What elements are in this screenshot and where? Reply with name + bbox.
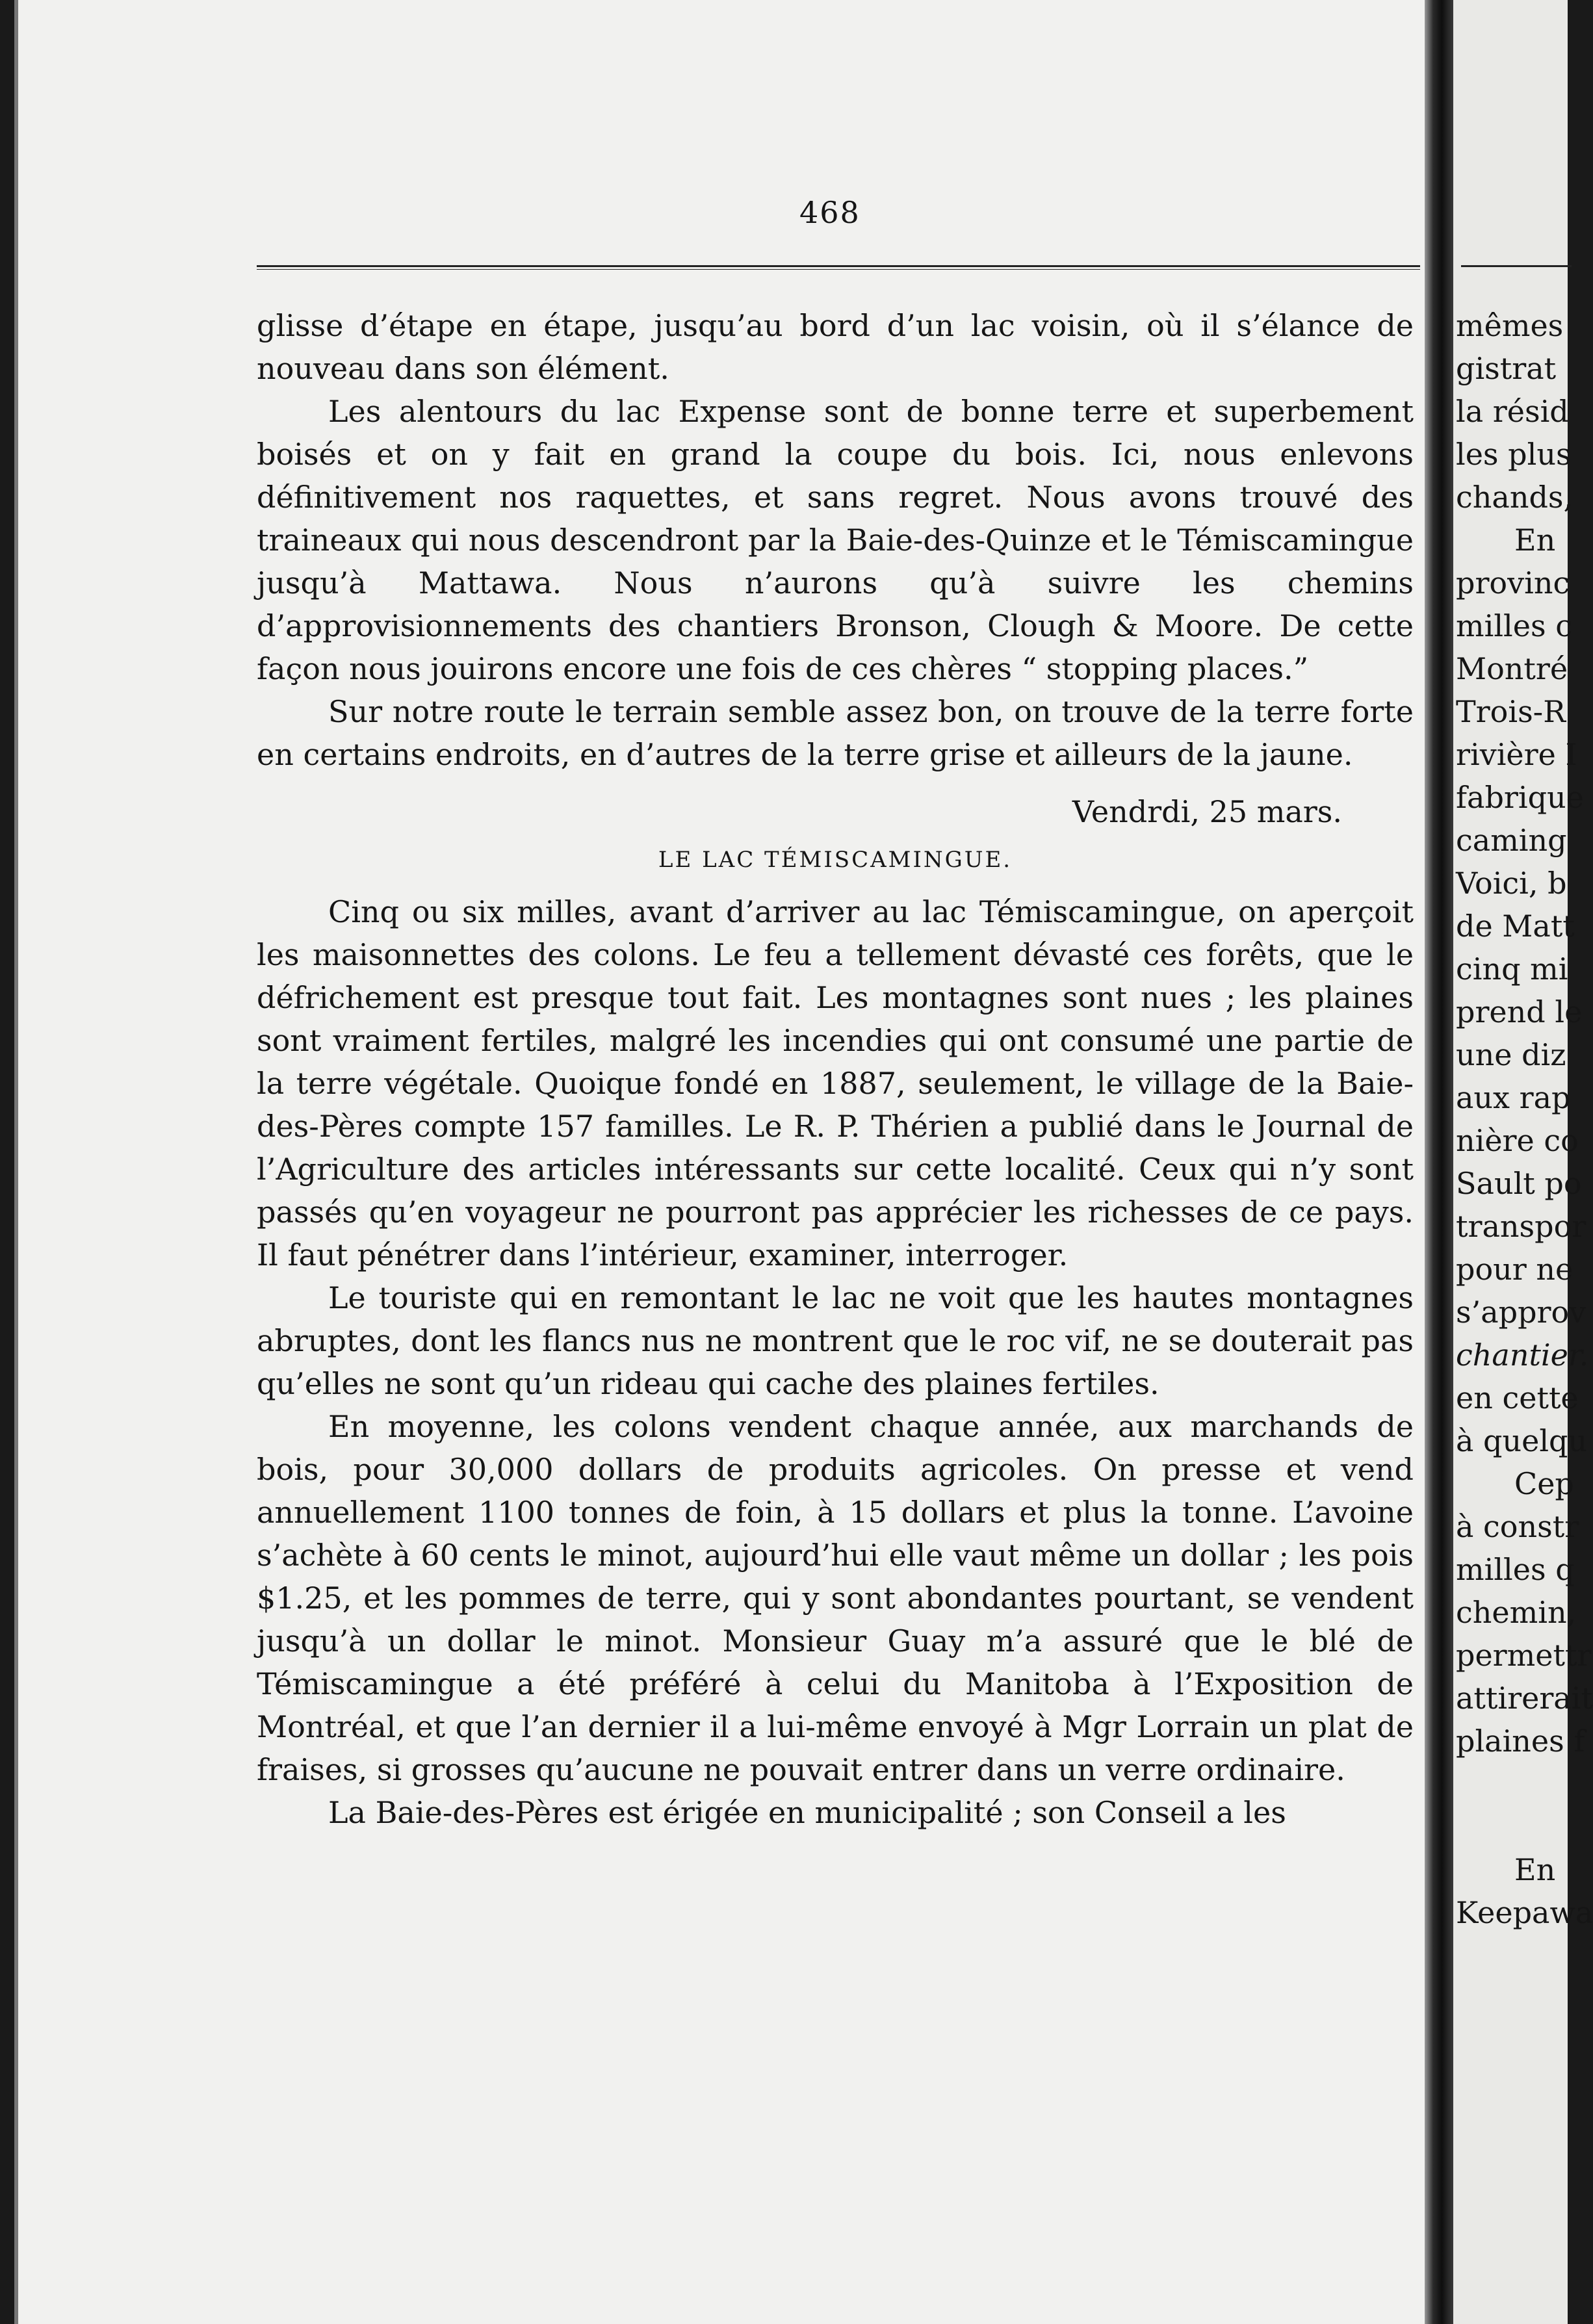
paragraph: Sur notre route le terrain semble assez bon, on trouve de la terre forte en certains endroits, en d’autres de la terre grise et ailleurs de la jaune. <box>257 694 1414 772</box>
paragraph: Le touriste qui en remontant le lac ne voit que les hautes montagnes abruptes, dont les flancs nus ne montrent que le roc vif, ne se douterait pas qu’elles ne sont qu’un rideau qui cache des plaines fertiles. <box>257 1280 1414 1401</box>
dateline: Vendrdi, 25 mars. <box>1072 794 1342 829</box>
paragraph: Cinq ou six milles, avant d’arriver au lac Témiscamingue, on aperçoit les maisonnettes des colons. Le feu a tellement dévasté ces forêts, que le défrichement est presque tout fait. Les montagnes sont nues ; les plaines sont vraiment fertiles, malgré les incendies qui ont consumé une partie de la terre végétale. Quoique fondé en 1887, seulement, le village de la Baie-des-Pères compte 157 familles. Le R. P. Thérien a publié dans le Journal de l’Agriculture des articles intéressants sur cette localité. Ceux qui n’y sont passés qu’en voyageur ne pourront pas apprécier les richesses de ce pays. Il faut pénétrer dans l’intérieur, examiner, interroger. <box>257 894 1414 1272</box>
section-heading: LE LAC TÉMISCAMINGUE. <box>658 847 1013 873</box>
right-fragment: à quelqu <box>1456 1423 1588 1458</box>
header-rule-right <box>1461 265 1572 267</box>
right-fragment: Sault po <box>1456 1166 1582 1201</box>
right-fragment: à constr <box>1456 1509 1579 1544</box>
right-fragment: de Matt <box>1456 909 1575 944</box>
right-fragment: la résid <box>1456 394 1569 429</box>
right-fragment: provinc <box>1456 565 1570 600</box>
right-fragment: milles q <box>1456 1552 1575 1587</box>
right-fragment: En <box>1514 523 1556 558</box>
right-fragment: caming <box>1456 823 1567 858</box>
paragraph: La Baie-des-Pères est érigée en municipalité ; son Conseil a les <box>328 1795 1286 1830</box>
right-fragment: gistrat <box>1456 351 1557 386</box>
right-fragment: milles c <box>1456 608 1572 643</box>
right-fragment: chantier. <box>1456 1337 1589 1373</box>
right-fragment: Voici, b <box>1456 866 1567 901</box>
right-fragment: aux rap <box>1456 1080 1571 1115</box>
right-fragment: Montré <box>1456 651 1568 686</box>
right-fragment: en cette <box>1456 1380 1579 1415</box>
book-gutter <box>1425 0 1453 2324</box>
right-fragment: nière co <box>1456 1123 1579 1158</box>
right-fragment: En <box>1514 1852 1556 1887</box>
paragraph: glisse d’étape en étape, jusqu’au bord d’un lac voisin, où il s’élance de nouveau dans son élément. <box>257 308 1414 386</box>
right-fragment: plaines f <box>1456 1724 1585 1759</box>
right-gap <box>1456 1762 1586 1848</box>
right-fragment: permettr <box>1456 1638 1592 1673</box>
paragraph: En moyenne, les colons vendent chaque année, aux marchands de bois, pour 30,000 dollars de produits agricoles. On presse et vend annuellement 1100 tonnes de foin, à 15 dollars et plus la tonne. L’avoine s’achète à 60 cents le minot, aujourd’hui elle vaut même un dollar ; les pois $1.25, et les pommes de terre, qui y sont abondantes pourtant, se vendent jusqu’à un dollar le minot. Monsieur Guay m’a assuré que le blé de Témiscamingue a été préféré à celui du Manitoba à l’Exposition de Montréal, et que l’an dernier il a lui-même envoyé à Mgr Lorrain un plat de fraises, si grosses qu’aucune ne pouvait entrer dans un verre ordinaire. <box>257 1409 1414 1787</box>
right-fragment: Trois-R <box>1456 694 1566 729</box>
right-fragment: cinq mi <box>1456 951 1568 987</box>
right-fragment: attirerait <box>1456 1681 1593 1716</box>
right-page-text <box>1456 304 1593 1934</box>
page-number: 468 <box>799 195 861 230</box>
right-fragment: mêmes <box>1456 308 1564 343</box>
right-fragment: chands, <box>1456 480 1574 515</box>
right-fragment: chemin, <box>1456 1595 1577 1630</box>
right-fragment: pour ne <box>1456 1252 1574 1287</box>
right-fragment: une diz <box>1456 1037 1566 1072</box>
paragraph: Les alentours du lac Expense sont de bonne terre et superbement boisés et on y fait en grand la coupe du bois. Ici, nous enlevons définitivement nos raquettes, et sans regret. Nous avons trouvé des traineaux qui nous descendront par la Baie-des-Quinze et le Témiscamingue jusqu’à Mattawa. Nous n’aurons qu’à suivre les chemins d’approvisionnements des chantiers Bronson, Clough & Moore. De cette façon nous jouirons encore une fois de ces chères “ stopping places.” <box>257 394 1414 686</box>
right-fragment: fabrique <box>1456 780 1584 815</box>
body-text <box>257 304 1414 1834</box>
right-fragment: transpor <box>1456 1209 1587 1244</box>
header-rule <box>257 265 1420 270</box>
right-fragment: Keepawa <box>1456 1895 1593 1930</box>
right-fragment: s’approv <box>1456 1295 1587 1330</box>
right-fragment: les plus <box>1456 437 1572 472</box>
right-fragment: Cep <box>1514 1466 1574 1501</box>
right-fragment: rivière I <box>1456 737 1577 772</box>
right-fragment: prend le <box>1456 994 1583 1029</box>
